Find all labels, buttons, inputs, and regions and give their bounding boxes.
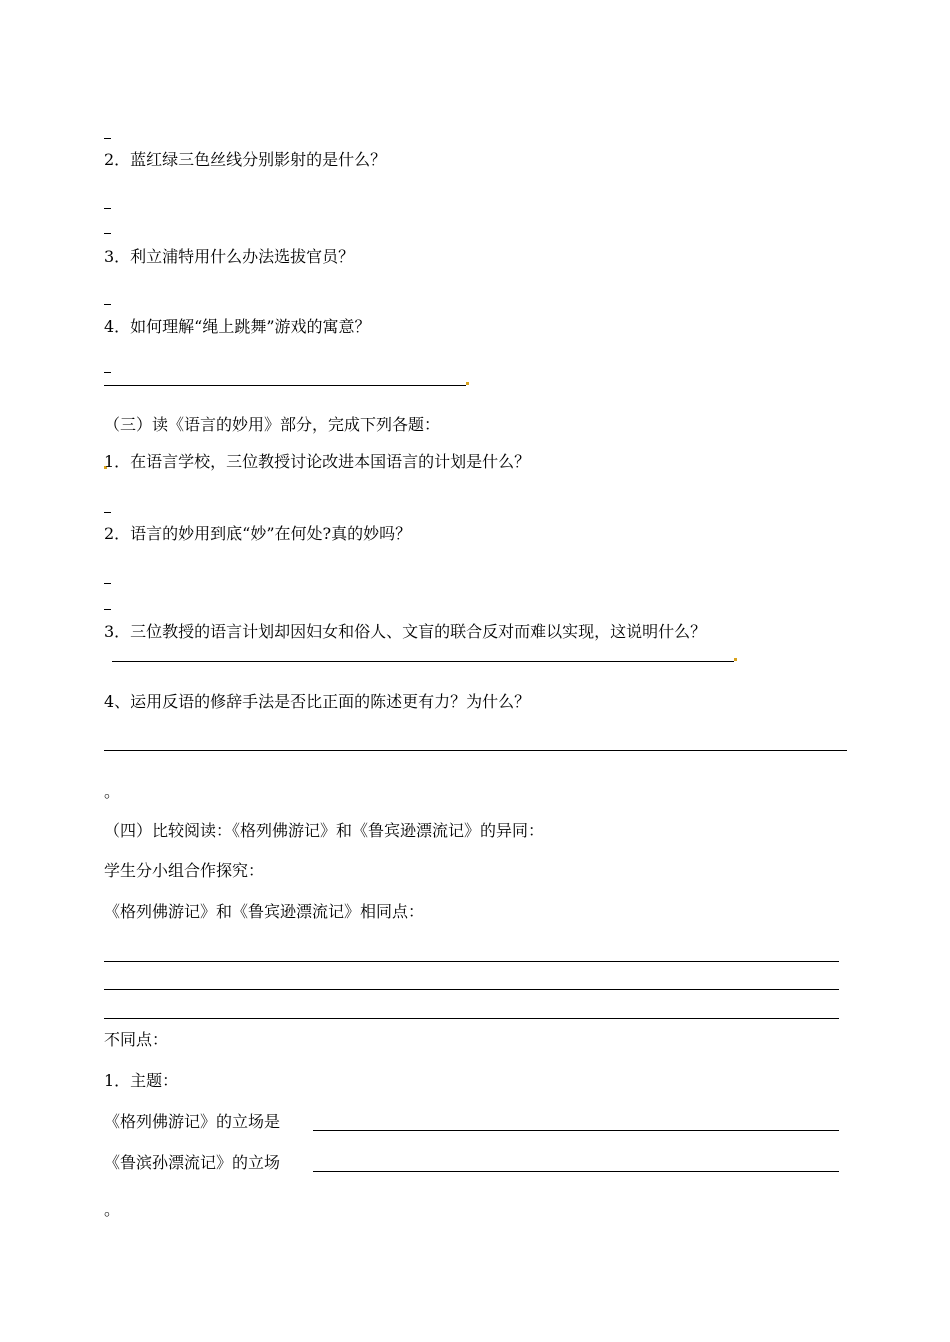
stance-crusoe-label: 《鲁滨孙漂流记》的立场 bbox=[104, 1153, 281, 1172]
section-3-question-2: 2．语言的妙用到底“妙”在何处?真的妙吗？ bbox=[104, 524, 412, 543]
section-4-heading: （四）比较阅读：《格列佛游记》和《鲁宾逊漂流记》的异同： bbox=[104, 821, 545, 840]
instruction: 学生分小组合作探究： bbox=[104, 861, 265, 880]
section-3-heading: （三）读《语言的妙用》部分，完成下列各题： bbox=[104, 415, 441, 434]
end-mark: 。 bbox=[104, 1200, 121, 1219]
answer-blank bbox=[104, 609, 111, 610]
similarities-label: 《格列佛游记》和《鲁宾逊漂流记》相同点： bbox=[104, 902, 425, 921]
answer-blank bbox=[104, 372, 111, 373]
section-3-question-4: 4、运用反语的修辞手法是否比正面的陈述更有力？为什么？ bbox=[104, 692, 531, 711]
answer-line bbox=[104, 385, 466, 386]
question-3: 3．利立浦特用什么办法选拔官员？ bbox=[104, 247, 355, 266]
question-4: 4．如何理解“绳上跳舞”游戏的寓意？ bbox=[104, 317, 371, 336]
mark-dot bbox=[734, 658, 737, 661]
answer-line bbox=[313, 1171, 839, 1172]
answer-line bbox=[104, 961, 839, 962]
answer-line bbox=[112, 661, 734, 662]
section-3-question-1: 1．在语言学校，三位教授讨论改进本国语言的计划是什么？ bbox=[104, 452, 531, 471]
answer-blank bbox=[104, 512, 111, 513]
answer-line bbox=[313, 1130, 839, 1131]
answer-blank bbox=[104, 583, 111, 584]
answer-blank bbox=[104, 233, 111, 234]
answer-line bbox=[104, 989, 839, 990]
section-3-question-3: 3．三位教授的语言计划却因妇女和俗人、文盲的联合反对而难以实现，这说明什么？ bbox=[104, 622, 707, 641]
answer-line bbox=[104, 750, 847, 751]
answer-blank bbox=[104, 138, 111, 139]
question-2: 2．蓝红绿三色丝线分别影射的是什么？ bbox=[104, 150, 387, 169]
end-mark: 。 bbox=[104, 782, 121, 801]
mark-dot bbox=[466, 382, 469, 385]
theme-label: 1．主题： bbox=[104, 1071, 179, 1090]
answer-blank bbox=[104, 208, 111, 209]
differences-label: 不同点： bbox=[104, 1030, 169, 1049]
answer-line bbox=[104, 1018, 839, 1019]
stance-gulliver-label: 《格列佛游记》的立场是 bbox=[104, 1112, 281, 1131]
answer-blank bbox=[104, 304, 111, 305]
